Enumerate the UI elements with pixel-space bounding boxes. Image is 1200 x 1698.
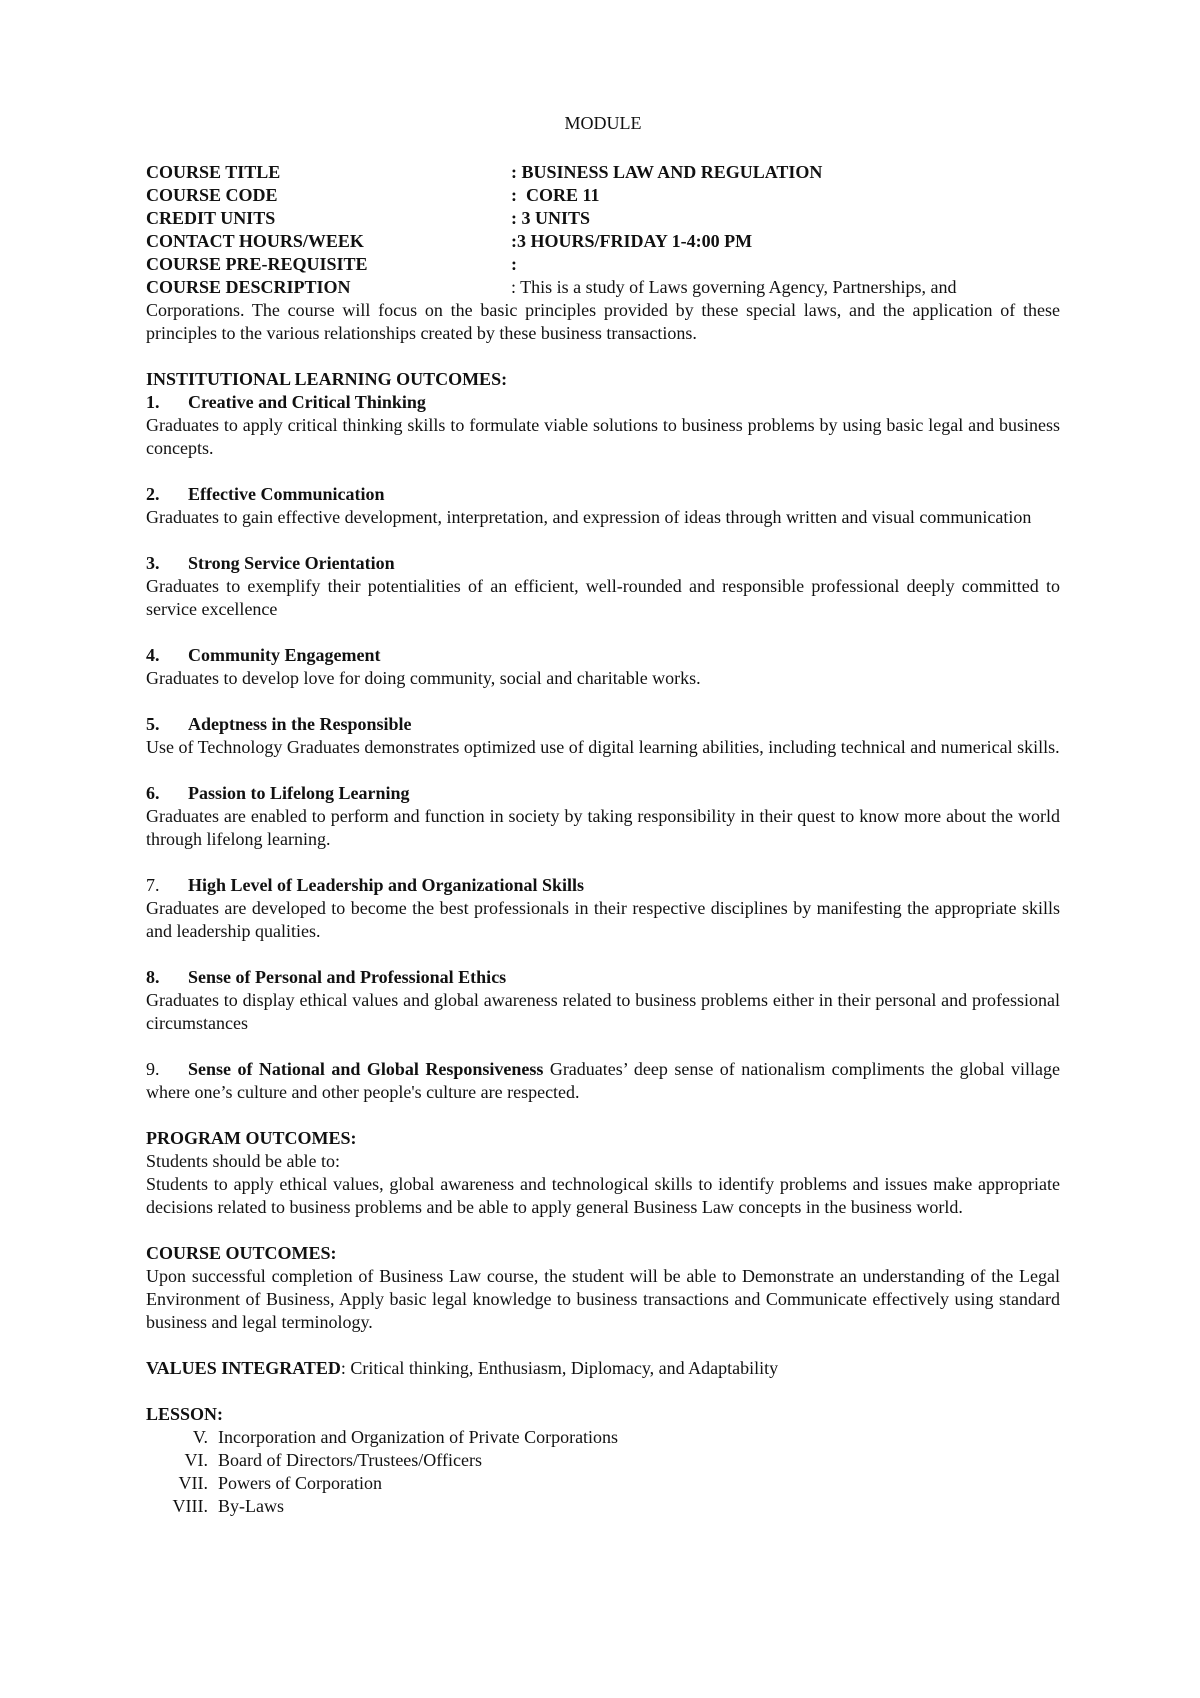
ilo-item-title: Passion to Lifelong Learning [188, 783, 410, 803]
program-outcomes-text: Students to apply ethical values, global awareness and technological skills to identify problems and issues make appropriate decisions related to business problems and be able to apply general Business Law concepts in the business world. [146, 1174, 1060, 1217]
contact-hours-value: :3 HOURS/FRIDAY 1-4:00 PM [511, 231, 753, 251]
lesson-item-text: Board of Directors/Trustees/Officers [218, 1450, 482, 1470]
document-page [146, 112, 1060, 1518]
ilo-item-title: Effective Communication [188, 484, 385, 504]
course-code-row [146, 184, 1060, 207]
ilo-item [146, 874, 1060, 943]
ilo-heading: INSTITUTIONAL LEARNING OUTCOMES: [146, 369, 508, 389]
ilo-item-text: Use of Technology Graduates demonstrates optimized use of digital learning abilities, including technical and numerical skills. [146, 737, 1060, 757]
lesson-item [146, 1449, 1060, 1472]
lesson-item-text: Powers of Corporation [218, 1473, 382, 1493]
contact-hours-label: CONTACT HOURS/WEEK [146, 231, 364, 251]
lesson-item [146, 1472, 1060, 1495]
ilo-item-title: Strong Service Orientation [188, 553, 395, 573]
lesson-item [146, 1495, 1060, 1518]
ilo-item-9 [146, 1058, 1060, 1104]
ilo-item-text: Graduates to develop love for doing community, social and charitable works. [146, 668, 701, 688]
ilo-item-number: 3. [146, 553, 160, 573]
ilo-item-text: Graduates to exemplify their potentialities of an efficient, well-rounded and responsible professional deeply committed to service excellence [146, 576, 1060, 619]
ilo-item-number: 4. [146, 645, 160, 665]
course-code-label: COURSE CODE [146, 185, 278, 205]
values-integrated-label: VALUES INTEGRATED [146, 1358, 341, 1378]
course-info [146, 161, 1060, 345]
ilo-item-title: Sense of Personal and Professional Ethics [188, 967, 507, 987]
ilo-item-title: Creative and Critical Thinking [188, 392, 426, 412]
description-row [146, 276, 1060, 299]
ilo-item-text: Graduates to gain effective development, interpretation, and expression of ideas through written and visual communication [146, 507, 1032, 527]
lesson-item-number: V. [192, 1427, 208, 1447]
lesson-heading: LESSON: [146, 1404, 224, 1424]
values-integrated [146, 1357, 1060, 1380]
course-title-label: COURSE TITLE [146, 162, 281, 182]
contact-hours-row [146, 230, 1060, 253]
credit-units-value: : 3 UNITS [511, 208, 591, 228]
program-outcomes-heading: PROGRAM OUTCOMES: [146, 1128, 357, 1148]
values-integrated-text: : Critical thinking, Enthusiasm, Diplomacy, and Adaptability [340, 1358, 779, 1378]
ilo-item [146, 483, 1060, 529]
ilo-item [146, 966, 1060, 1035]
lesson-item-text: Incorporation and Organization of Private Corporations [218, 1427, 619, 1447]
credit-units-label: CREDIT UNITS [146, 208, 276, 228]
lesson-item-number: VI. [184, 1450, 208, 1470]
credit-units-row [146, 207, 1060, 230]
module-title: MODULE [564, 113, 642, 133]
ilo-item-text: Graduates to apply critical thinking skills to formulate viable solutions to business problems by using basic legal and business concepts. [146, 415, 1060, 458]
ilo-item [146, 782, 1060, 851]
ilo-item-number: 5. [146, 714, 160, 734]
ilo-item-number: 9. [146, 1059, 160, 1079]
ilo-item-title: Adeptness in the Responsible [188, 714, 412, 734]
ilo-item-number: 7. [146, 875, 160, 895]
ilo-item-number: 6. [146, 783, 160, 803]
program-outcomes-intro: Students should be able to: [146, 1151, 340, 1171]
ilo-item-title: Sense of National and Global Responsiveness [188, 1059, 544, 1079]
ilo-item-number: 1. [146, 392, 160, 412]
ilo-item-text: Graduates are enabled to perform and function in society by taking responsibility in their quest to know more about the world through lifelong learning. [146, 806, 1060, 849]
prereq-row [146, 253, 1060, 276]
ilo-item-title: High Level of Leadership and Organizational Skills [188, 875, 585, 895]
ilo-list [146, 391, 1060, 1035]
ilo-item-text: Graduates are developed to become the best professionals in their respective disciplines by manifesting the appropriate skills and leadership qualities. [146, 898, 1060, 941]
course-outcomes-text: Upon successful completion of Business Law course, the student will be able to Demonstrate an understanding of the Legal Environment of Business, Apply basic legal knowledge to business transactions and Communicate effectively using standard business and legal terminology. [146, 1266, 1060, 1332]
course-outcomes-heading: COURSE OUTCOMES: [146, 1243, 337, 1263]
ilo-item-number: 8. [146, 967, 160, 987]
ilo-item [146, 552, 1060, 621]
description-label: COURSE DESCRIPTION [146, 277, 351, 297]
ilo-item-title: Community Engagement [188, 645, 381, 665]
lesson-item-text: By-Laws [218, 1496, 284, 1516]
lesson-item-number: VII. [178, 1473, 208, 1493]
ilo-item-text: Graduates’ deep sense of nationalism compliments the global village where one’s culture and other people's culture are respected. [146, 1059, 1061, 1102]
description-value: : This is a study of Laws governing Agency, Partnerships, and [511, 277, 957, 297]
ilo-item [146, 644, 1060, 690]
course-title-value: : BUSINESS LAW AND REGULATION [511, 162, 823, 182]
prereq-label: COURSE PRE-REQUISITE [146, 254, 368, 274]
lesson-list [146, 1426, 1060, 1518]
lesson-item-number: VIII. [172, 1496, 208, 1516]
lesson-item [146, 1426, 1060, 1449]
ilo-item-text: Graduates to display ethical values and global awareness related to business problems either in their personal and professional circumstances [146, 990, 1060, 1033]
ilo-item-number: 2. [146, 484, 160, 504]
course-code-value: : CORE 11 [511, 185, 600, 205]
ilo-item [146, 391, 1060, 460]
prereq-value: : [511, 254, 517, 274]
course-title-row [146, 161, 1060, 184]
ilo-item [146, 713, 1060, 759]
description-continuation: Corporations. The course will focus on the basic principles provided by these special laws, and the application of these principles to the various relationships created by these business transactions. [146, 300, 1060, 343]
